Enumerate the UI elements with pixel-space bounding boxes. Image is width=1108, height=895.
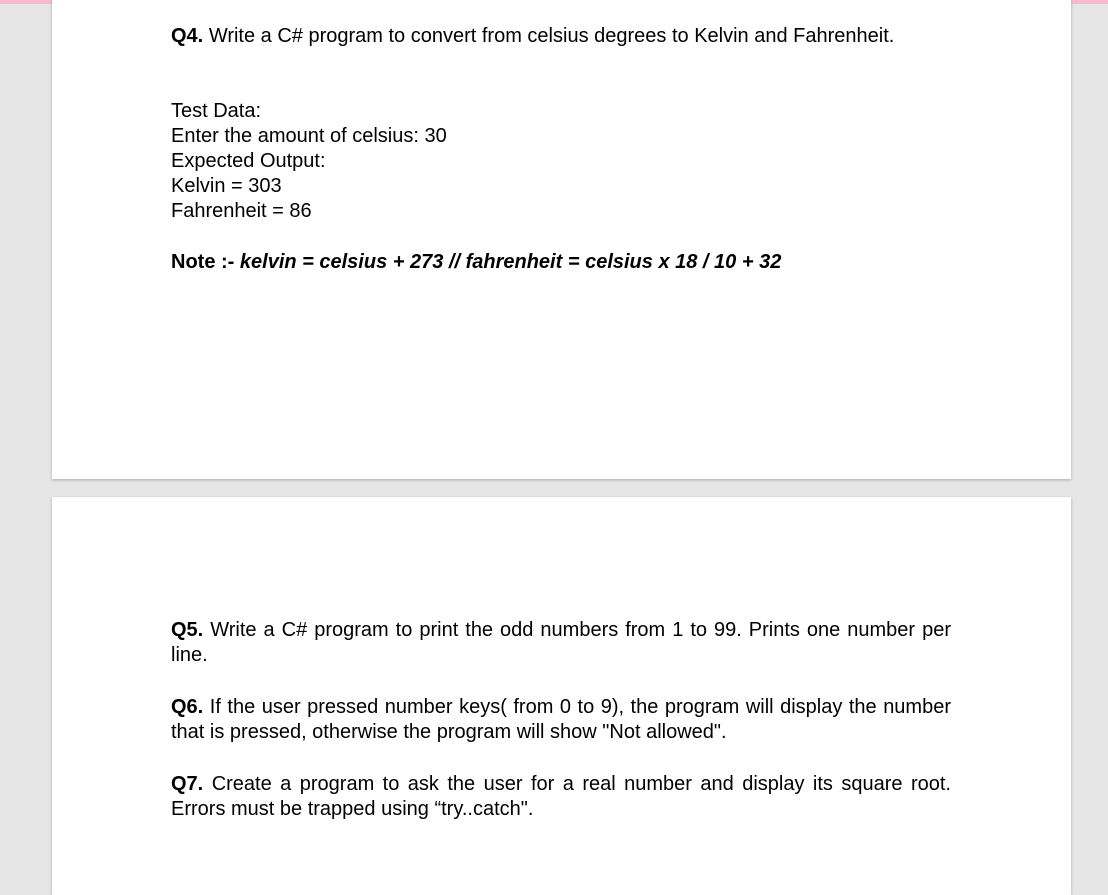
note-line [171,250,951,275]
question-q7 [171,772,951,822]
document-page-1 [52,0,1071,479]
expected-kelvin-line: Kelvin = 303 [171,175,282,197]
test-data-heading: Test Data: [171,100,262,122]
note-label: Note :- [171,251,235,273]
question-label: Q4. [171,25,204,47]
question-text: If the user pressed number keys( from 0 to 9), the program will display the number that is pressed, otherwise the program will show "Not allowed". [171,696,952,743]
expected-fahrenheit-line: Fahrenheit = 86 [171,200,312,222]
question-label: Q6. [171,696,204,718]
question-q5 [171,618,951,668]
document-page-2 [52,497,1071,895]
test-data-input-line: Enter the amount of celsius: 30 [171,125,447,147]
question-text: Create a program to ask the user for a real number and display its square root. Errors must be trapped using “try..catch". [171,773,951,820]
question-q6 [171,695,951,745]
question-label: Q5. [171,619,204,641]
question-q4 [171,24,951,49]
expected-output-heading: Expected Output: [171,150,326,172]
question-text: Write a C# program to convert from celsius degrees to Kelvin and Fahrenheit. [208,25,895,47]
question-label: Q7. [171,773,204,795]
test-data-block [171,99,951,224]
note-formula: kelvin = celsius + 273 // fahrenheit = celsius x 18 / 10 + 32 [239,251,782,273]
question-text: Write a C# program to print the odd numbers from 1 to 99. Prints one number per line. [171,619,951,666]
